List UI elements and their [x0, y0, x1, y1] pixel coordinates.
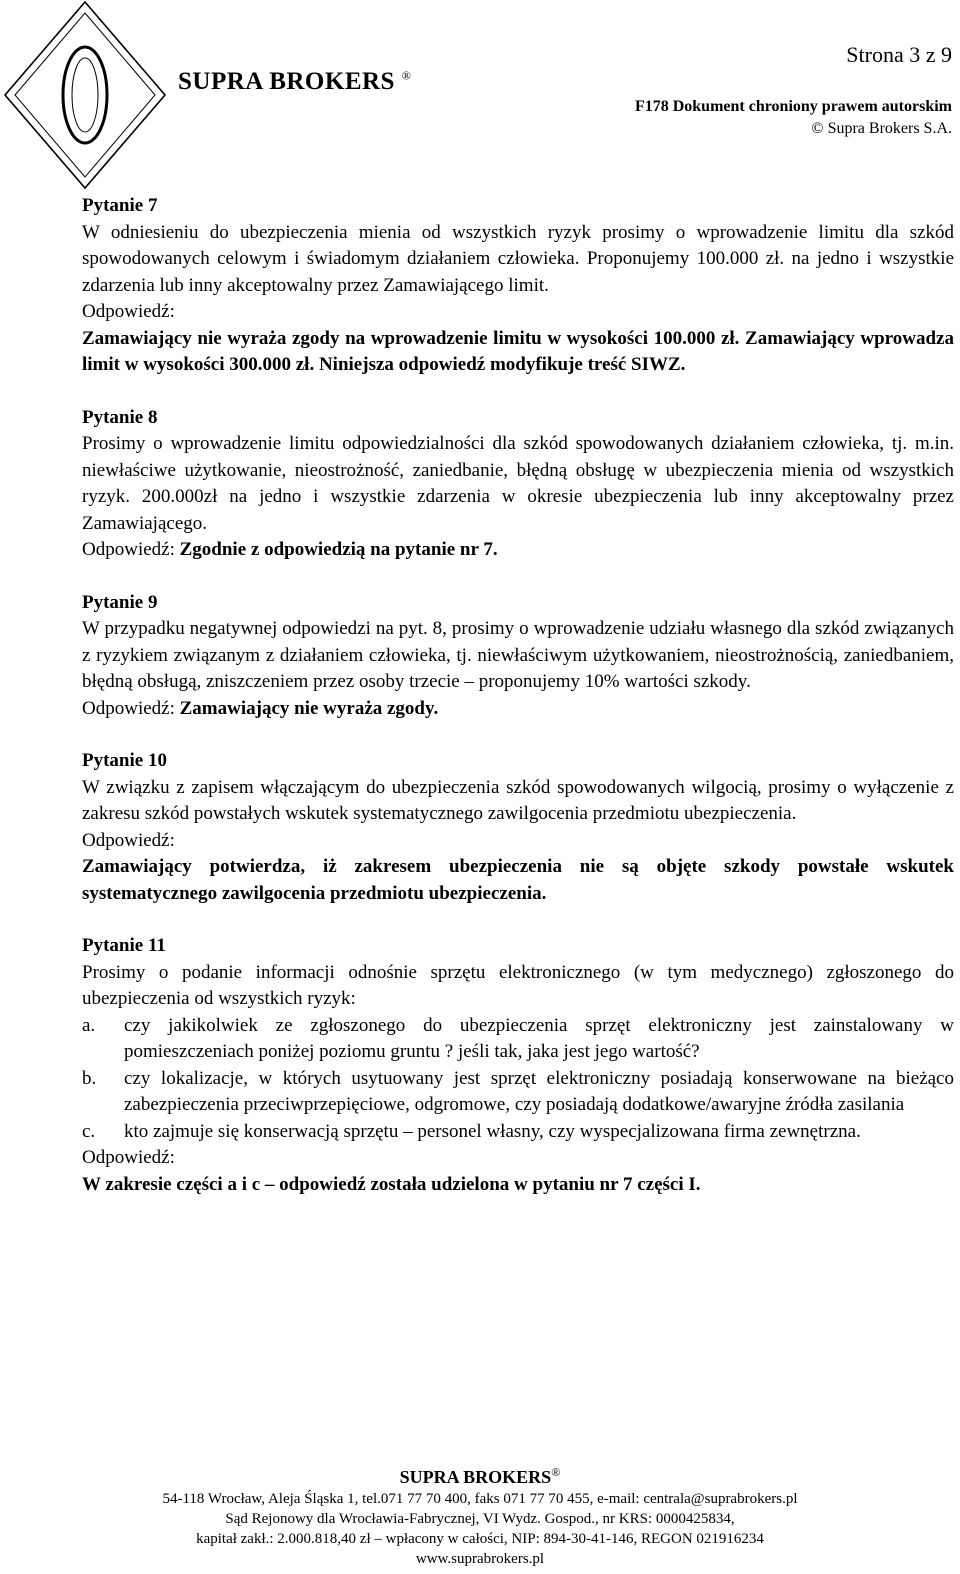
list-item [82, 1013, 954, 1066]
brand-name: SUPRA BROKERS [178, 68, 395, 95]
answer-text: Zgodnie z odpowiedzią na pytanie nr 7. [179, 539, 498, 560]
registered-mark: ® [401, 68, 412, 83]
question-text: W odniesieniu do ubezpieczenia mienia od wszystkich ryzyk prosimy o wprowadzenie limitu dla szkód spowodowanych celowym i świadomym działaniem człowieka. Proponujemy 100.000 zł. na jedno i wszystkie zdarzenia lub inny akceptowalny przez Zamawiającego limit. [82, 221, 954, 296]
list-item-label: b. [82, 1067, 97, 1089]
page-number: Strona 3 z 9 [846, 42, 952, 67]
footer-website: www.suprabrokers.pl [415, 1551, 545, 1567]
answer-text: W zakresie części a i c – odpowiedź została udzielona w pytaniu nr 7 części I. [82, 1173, 701, 1195]
document-body [82, 193, 954, 1224]
question-block [82, 933, 954, 1198]
answer-label: Odpowiedź: [82, 1147, 175, 1168]
question-text: Prosimy o podanie informacji odnośnie sprzętu elektronicznego (w tym medycznego) zgłoszonego do ubezpieczenia od wszystkich ryzyk: [82, 961, 954, 1009]
answer-text: Zamawiający nie wyraża zgody na wprowadzenie limitu w wysokości 100.000 zł. Zamawiający wprowadza limit w wysokości 300.000 zł. Niniejsza odpowiedź modyfikuje treść SIWZ. [82, 327, 954, 375]
list-item-text: czy jakikolwiek ze zgłoszonego do ubezpieczenia sprzęt elektroniczny jest zainstalowany w pomieszczeniach poniżej poziomu gruntu ? jeśli tak, jaka jest jego wartość? [124, 1014, 954, 1062]
question-block [82, 405, 954, 564]
footer-registered-mark: ® [551, 1465, 561, 1479]
question-block [82, 590, 954, 723]
footer-brand-name: SUPRA BROKERS [399, 1467, 552, 1487]
footer-brand [0, 1462, 960, 1487]
list-item-label: a. [82, 1014, 96, 1036]
question-title: Pytanie 10 [82, 750, 167, 771]
copyright-notice: © Supra Brokers S.A. [811, 120, 952, 137]
footer-address: 54-118 Wrocław, Aleja Śląska 1, tel.071 77 70 400, faks 071 77 70 455, e-mail: centrala@suprabrokers.pl [162, 1491, 798, 1507]
supra-brokers-logo [0, 0, 170, 190]
footer-capital: kapitał zakł.: 2.000.818,40 zł – wpłacony w całości, NIP: 894-30-41-146, REGON 021916234 [196, 1531, 764, 1547]
answer-text: Zamawiający nie wyraża zgody. [179, 697, 439, 719]
list-item [82, 1119, 954, 1146]
list-item [82, 1066, 954, 1119]
answer-text: Zamawiający potwierdza, iż zakresem ubezpieczenia nie są objęte szkody powstałe wskutek systematycznego zawilgocenia przedmiotu ubezpieczenia. [82, 856, 954, 904]
question-text: W związku z zapisem włączającym do ubezpieczenia szkód spowodowanych wilgocią, prosimy o wyłączenie z zakresu szkód powstałych wskutek systematycznego zawilgocenia przedmiotu ubezpieczenia. [82, 776, 954, 824]
question-sublist [82, 1013, 954, 1146]
answer-line [82, 696, 954, 723]
question-text: W przypadku negatywnej odpowiedzi na pyt. 8, prosimy o wprowadzenie udziału własnego dla szkód związanych z ryzykiem związanym z działaniem człowieka, tj. niewłaściwym użytkowaniem, nieostrożnością, zaniedbaniem, błędną obsługą, zniszczeniem przez osoby trzecie – proponujemy 10% wartości szkody. [82, 618, 954, 692]
list-item-label: c. [82, 1120, 96, 1142]
list-item-text: kto zajmuje się konserwacją sprzętu – personel własny, czy wyspecjalizowana firma zewnętrzna. [124, 1120, 861, 1142]
question-title: Pytanie 9 [82, 591, 158, 613]
answer-label: Odpowiedź: [82, 829, 175, 851]
list-item-text: czy lokalizacje, w których usytuowany jest sprzęt elektroniczny posiadają konserwowane na bieżąco zabezpieczenia przeciwprzepięciowe, odgromowe, czy posiadają dodatkowe/awaryjne źródła zasilania [124, 1067, 954, 1115]
question-block [82, 748, 954, 907]
answer-label: Odpowiedź: [82, 539, 175, 560]
question-text: Prosimy o wprowadzenie limitu odpowiedzialności dla szkód spowodowanych działaniem człowieka, tj. m.in. niewłaściwe użytkowanie, nieostrożność, zaniedbanie, błędną obsługę w ubezpieczenia mienia od wszystkich ryzyk. 200.000zł na jedno i wszystkie zdarzenia w okresie ubezpieczenia lub inny akceptowalny przez Zamawiającego. [82, 433, 954, 534]
page-footer [0, 1462, 960, 1569]
footer-court: Sąd Rejonowy dla Wrocławia-Fabrycznej, VI Wydz. Gospod., nr KRS: 0000425834, [225, 1511, 735, 1527]
question-title: Pytanie 11 [82, 935, 166, 956]
question-title: Pytanie 7 [82, 195, 158, 216]
answer-line [82, 537, 954, 564]
answer-label: Odpowiedź: [82, 697, 175, 719]
document-notice: F178 Dokument chroniony prawem autorskim [634, 98, 952, 115]
question-block [82, 193, 954, 379]
question-title: Pytanie 8 [82, 406, 158, 428]
company-brand [178, 68, 411, 96]
answer-label: Odpowiedź: [82, 301, 175, 322]
